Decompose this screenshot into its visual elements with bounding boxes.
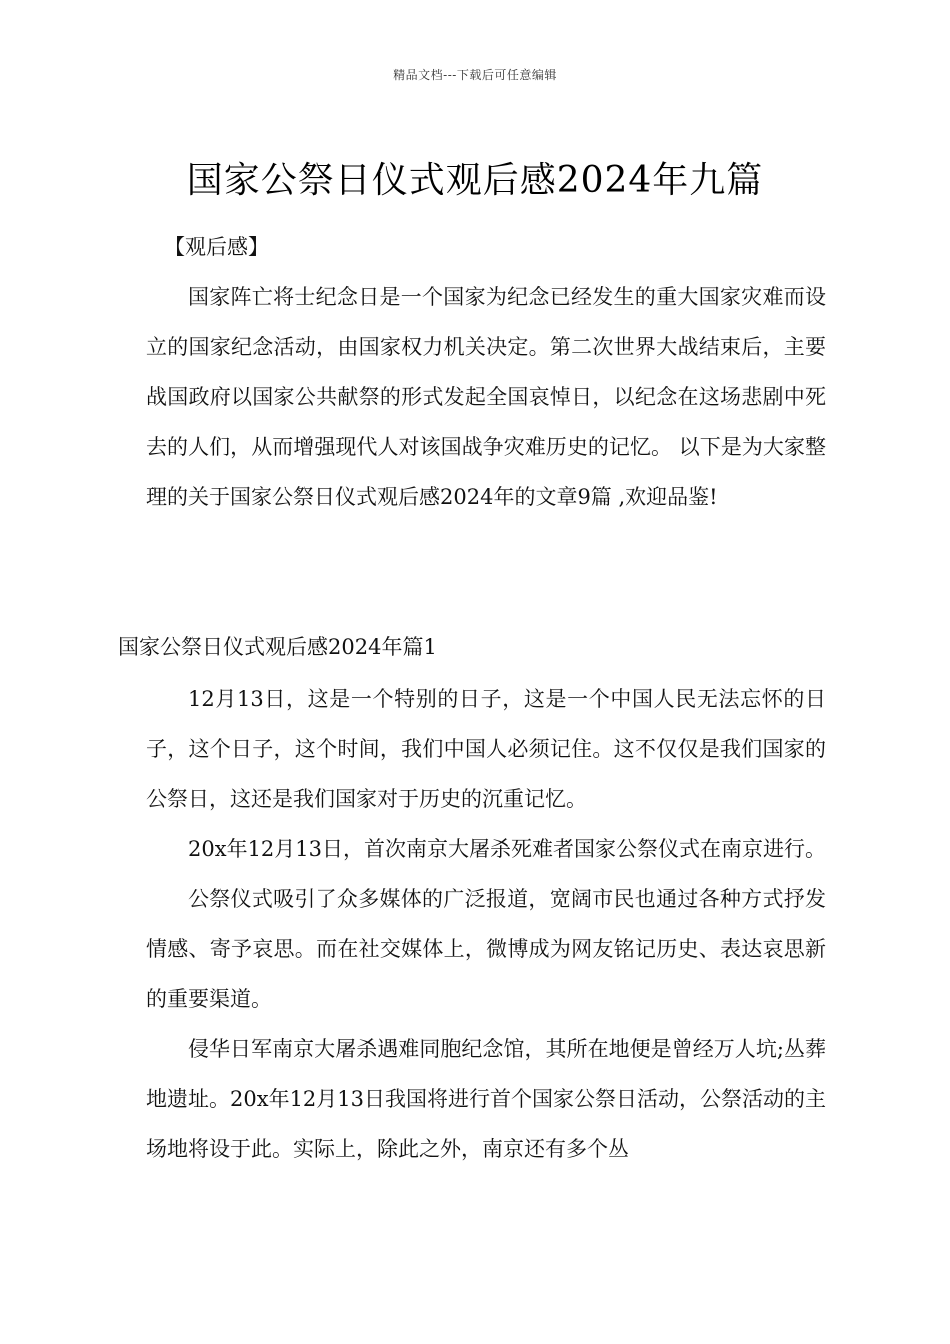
section1-paragraph: 公祭仪式吸引了众多媒体的广泛报道，宽阔市民也通过各种方式抒发情感、寄予哀思。而在社交媒体上，微博成为网友铭记历史、表达哀思新的重要渠道。 <box>146 887 826 1011</box>
intro-section <box>146 222 826 522</box>
section1-paragraph: 侵华日军南京大屠杀遇难同胞纪念馆，其所在地便是曾经万人坑;丛葬地遗址。20x年12月13日我国将进行首个国家公祭日活动，公祭活动的主场地将设于此。实际上，除此之外，南京还有多个丛 <box>146 1037 827 1161</box>
section1-body <box>146 674 826 1174</box>
section1-paragraph: 20x年12月13日，首次南京大屠杀死难者国家公祭仪式在南京进行。 <box>188 837 827 861</box>
intro-label: 【观后感】 <box>164 235 269 259</box>
header-note: 精品文档---下载后可任意编辑 <box>393 68 557 82</box>
document-title: 国家公祭日仪式观后感2024年九篇 <box>186 160 764 202</box>
section-heading: 国家公祭日仪式观后感2024年篇1 <box>118 635 437 659</box>
section1-paragraph: 12月13日，这是一个特别的日子，这是一个中国人民无法忘怀的日子，这个日子，这个时间，我们中国人必须记住。这不仅仅是我们国家的公祭日，这还是我们国家对于历史的沉重记忆。 <box>146 687 826 811</box>
intro-paragraph: 国家阵亡将士纪念日是一个国家为纪念已经发生的重大国家灾难而设立的国家纪念活动，由国家权力机关决定。第二次世界大战结束后，主要战国政府以国家公共献祭的形式发起全国哀悼日，以纪念在这场悲剧中死去的人们，从而增强现代人对该国战争灾难历史的记忆。 以下是为大家整理的关于国家公祭日仪式观后感2024年的文章9篇 ,欢迎品鉴! <box>146 285 826 509</box>
